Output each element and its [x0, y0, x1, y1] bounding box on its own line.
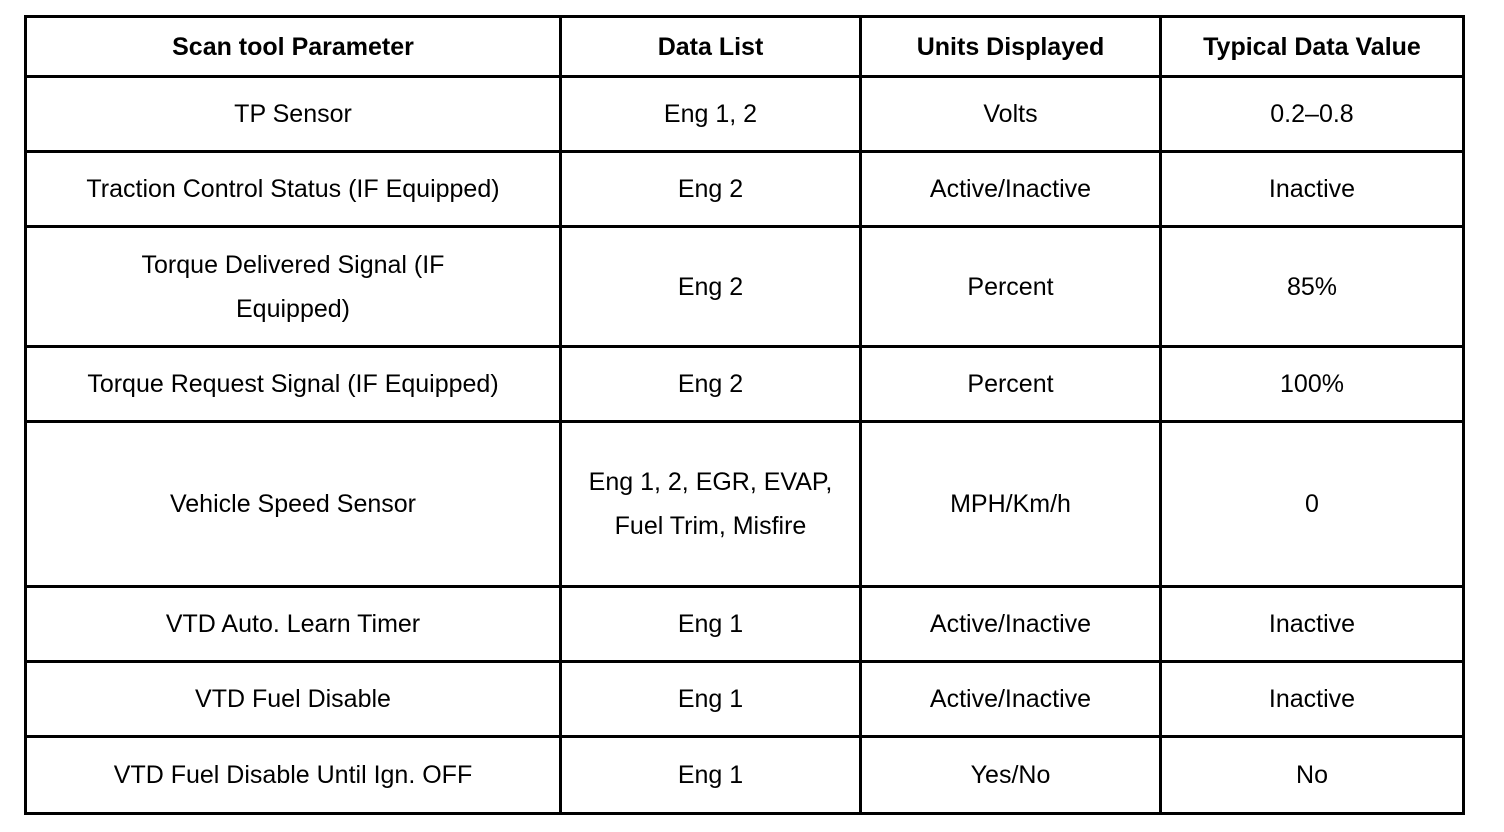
cell-units: Percent: [861, 347, 1161, 422]
table-row: [26, 662, 1464, 737]
cell-typical-value: Inactive: [1161, 587, 1464, 662]
table-row: [26, 587, 1464, 662]
cell-data-list: Eng 1: [561, 587, 861, 662]
cell-typical-value: Inactive: [1161, 662, 1464, 737]
cell-parameter: Torque Delivered Signal (IF Equipped): [26, 227, 561, 347]
header-data-list: Data List: [561, 17, 861, 77]
cell-data-list: Eng 1, 2, EGR, EVAP, Fuel Trim, Misfire: [561, 422, 861, 587]
scan-tool-parameter-table: [24, 15, 1465, 815]
cell-typical-value: No: [1161, 737, 1464, 814]
table-row: [26, 737, 1464, 814]
table-header-row: [26, 17, 1464, 77]
table-row: [26, 422, 1464, 587]
cell-units: Active/Inactive: [861, 662, 1161, 737]
table-row: [26, 152, 1464, 227]
cell-typical-value: 0.2–0.8: [1161, 77, 1464, 152]
cell-units: Percent: [861, 227, 1161, 347]
cell-data-list: Eng 2: [561, 227, 861, 347]
header-scan-tool-parameter: Scan tool Parameter: [26, 17, 561, 77]
cell-parameter: Torque Request Signal (IF Equipped): [26, 347, 561, 422]
cell-parameter: Vehicle Speed Sensor: [26, 422, 561, 587]
cell-data-list: Eng 2: [561, 152, 861, 227]
cell-parameter: TP Sensor: [26, 77, 561, 152]
cell-parameter: VTD Fuel Disable Until Ign. OFF: [26, 737, 561, 814]
cell-typical-value: 85%: [1161, 227, 1464, 347]
cell-parameter: VTD Fuel Disable: [26, 662, 561, 737]
cell-parameter: VTD Auto. Learn Timer: [26, 587, 561, 662]
header-typical-data-value: Typical Data Value: [1161, 17, 1464, 77]
table-row: [26, 227, 1464, 347]
cell-data-list: Eng 1: [561, 737, 861, 814]
cell-units: Yes/No: [861, 737, 1161, 814]
cell-typical-value: 0: [1161, 422, 1464, 587]
cell-data-list: Eng 1: [561, 662, 861, 737]
cell-data-list: Eng 2: [561, 347, 861, 422]
cell-units: MPH/Km/h: [861, 422, 1161, 587]
table-row: [26, 77, 1464, 152]
cell-units: Volts: [861, 77, 1161, 152]
cell-typical-value: 100%: [1161, 347, 1464, 422]
cell-units: Active/Inactive: [861, 152, 1161, 227]
header-units-displayed: Units Displayed: [861, 17, 1161, 77]
cell-parameter: Traction Control Status (IF Equipped): [26, 152, 561, 227]
cell-data-list: Eng 1, 2: [561, 77, 861, 152]
cell-typical-value: Inactive: [1161, 152, 1464, 227]
table-row: [26, 347, 1464, 422]
cell-units: Active/Inactive: [861, 587, 1161, 662]
